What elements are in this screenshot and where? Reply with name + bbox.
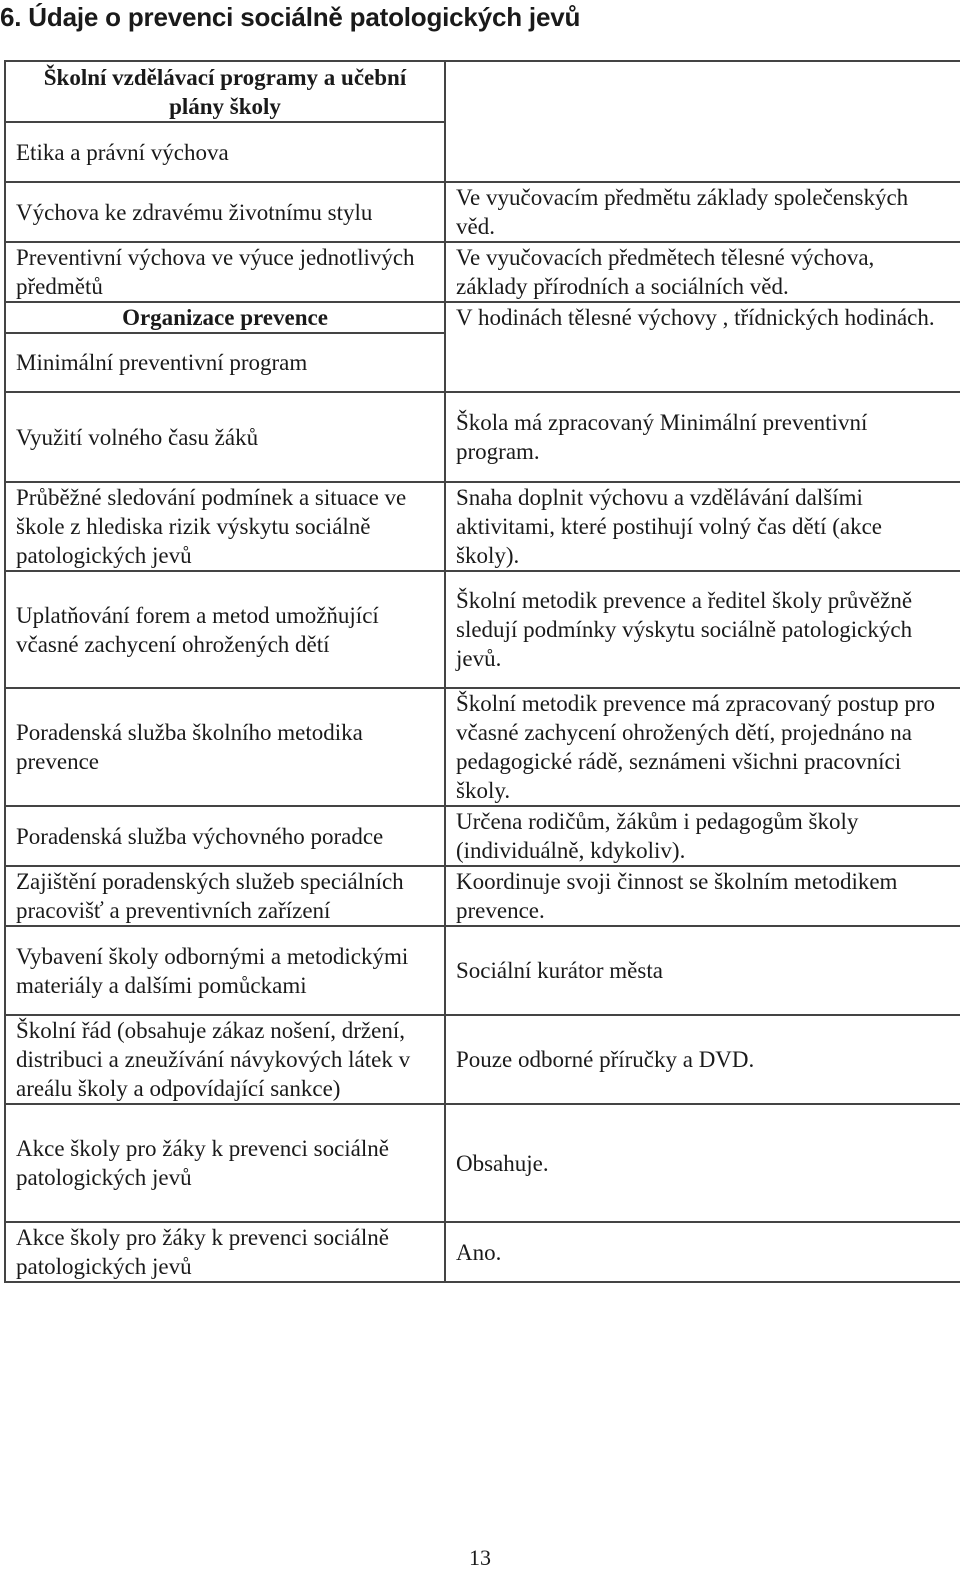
table-row — [5, 806, 960, 866]
row-label: Vybavení školy odbornými a metodickými materiály a dalšími pomůckami — [5, 926, 445, 1015]
row-value: Školní metodik prevence má zpracovaný postup pro včasné zachycení ohrožených dětí, projednáno na pedagogické rádě, seznámeni všichni pracovníci školy. — [445, 688, 960, 806]
row-label: Etika a právní výchova — [5, 122, 445, 182]
row-label: Akce školy pro žáky k prevenci sociálně patologických jevů — [5, 1222, 445, 1282]
table-row — [5, 61, 960, 122]
row-label: Zajištění poradenských služeb speciálních pracovišť a preventivních zařízení — [5, 866, 445, 926]
row-value: Určena rodičům, žákům i pedagogům školy (individuálně, kdykoliv). — [445, 806, 960, 866]
row-value: Ve vyučovacích předmětech tělesné výchova, základy přírodních a sociálních věd. — [445, 242, 960, 302]
row-label: Průběžné sledování podmínek a situace ve škole z hlediska rizik výskytu sociálně patologických jevů — [5, 482, 445, 571]
section-heading: 6. Údaje o prevenci sociálně patologických jevů — [0, 2, 581, 32]
row-label: Preventivní výchova ve výuce jednotlivých předmětů — [5, 242, 445, 302]
table-row — [5, 688, 960, 806]
table-row — [5, 926, 960, 1015]
row-value: Škola má zpracovaný Minimální preventivní program. — [445, 392, 960, 482]
empty-cell — [445, 61, 960, 182]
row-label: Poradenská služba školního metodika prevence — [5, 688, 445, 806]
row-value: Obsahuje. — [445, 1104, 960, 1222]
row-label: Akce školy pro žáky k prevenci sociálně patologických jevů — [5, 1104, 445, 1222]
row-label: Minimální preventivní program — [5, 333, 445, 392]
table-row — [5, 866, 960, 926]
row-label: Uplatňování forem a metod umožňující včasné zachycení ohrožených dětí — [5, 571, 445, 688]
row-value: Snaha doplnit výchovu a vzdělávání dalšími aktivitami, které postihují volný čas dětí (akce školy). — [445, 482, 960, 571]
table-row — [5, 482, 960, 571]
row-label: Výchova ke zdravému životnímu stylu — [5, 182, 445, 242]
row-value: Pouze odborné příručky a DVD. — [445, 1015, 960, 1104]
table-row — [5, 242, 960, 302]
row-value: Ano. — [445, 1222, 960, 1282]
table-row — [5, 1015, 960, 1104]
row-label: Využití volného času žáků — [5, 392, 445, 482]
table-row — [5, 1222, 960, 1282]
prevention-table — [4, 60, 960, 1283]
table-row — [5, 571, 960, 688]
row-value: Koordinuje svoji činnost se školním metodikem prevence. — [445, 866, 960, 926]
table-row — [5, 182, 960, 242]
section-title-curricula: Školní vzdělávací programy a učební plány školy — [5, 61, 445, 122]
row-label: Školní řád (obsahuje zákaz nošení, držení, distribuci a zneužívání návykových látek v areálu školy a odpovídající sankce) — [5, 1015, 445, 1104]
row-value: Sociální kurátor města — [445, 926, 960, 1015]
table-row — [5, 1104, 960, 1222]
table-row — [5, 302, 960, 333]
section-title-organization: Organizace prevence — [5, 302, 445, 333]
page-number: 13 — [469, 1545, 491, 1570]
row-value: Školní metodik prevence a ředitel školy průvěžně sledují podmínky výskytu sociálně patologických jevů. — [445, 571, 960, 688]
row-value: V hodinách tělesné výchovy , třídnických hodinách. — [445, 302, 960, 392]
table-row — [5, 392, 960, 482]
row-label: Poradenská služba výchovného poradce — [5, 806, 445, 866]
row-value: Ve vyučovacím předmětu základy společenských věd. — [445, 182, 960, 242]
